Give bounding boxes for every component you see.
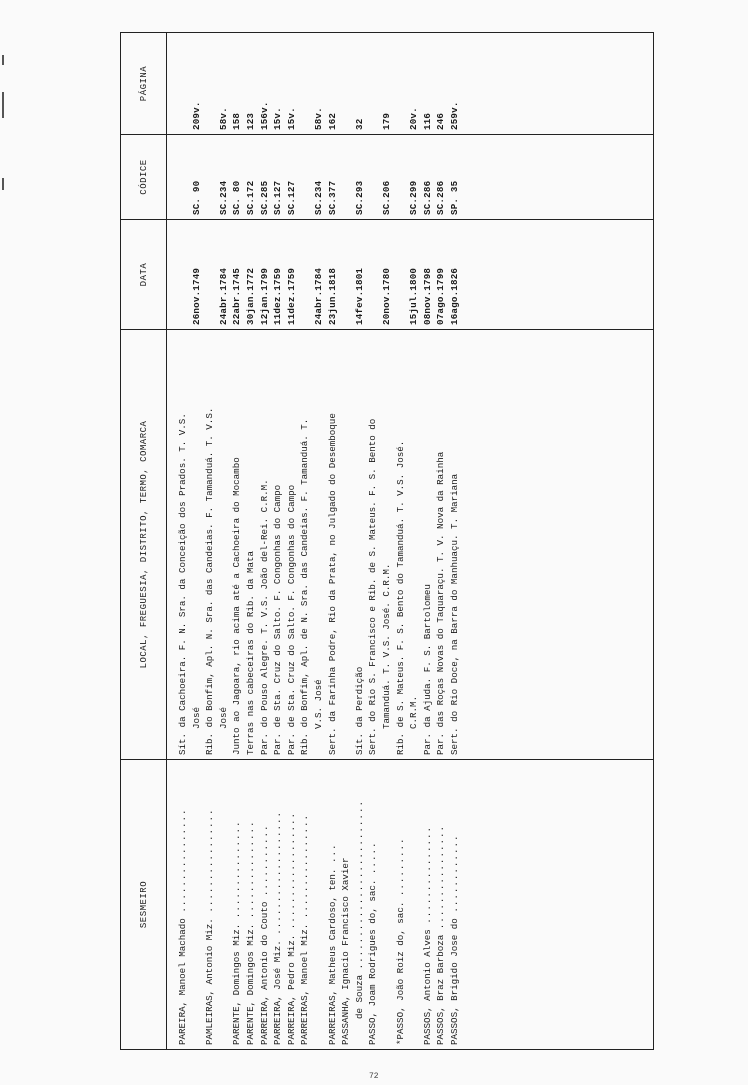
codice-cell: SC.286 <box>434 135 448 220</box>
page-number: 72 <box>369 1072 379 1081</box>
pagina-cell: 158 <box>230 33 244 135</box>
table-header-row <box>121 33 167 1050</box>
pagina-cell: 156v. <box>258 33 272 135</box>
table-row <box>271 33 285 1050</box>
codice-cell: SC.377 <box>326 135 340 220</box>
table-row <box>285 33 299 1050</box>
header-codice: CÓDICE <box>121 135 167 220</box>
header-local: LOCAL, FREGUESIA, DISTRITO, TERMO, COMARCA <box>121 330 167 760</box>
codice-cell: SC.127 <box>271 135 285 220</box>
table-row <box>244 33 258 1050</box>
header-sesmeiro: SESMEIRO <box>121 760 167 1050</box>
codice-cell: SC.286 <box>421 135 435 220</box>
sesmeiro-cell: PARENTE, Domingos Miz. ............... <box>244 820 256 1045</box>
table-row <box>394 33 408 1050</box>
table-row <box>258 33 272 1050</box>
table-row-continuation <box>407 33 421 1050</box>
table-row-continuation <box>380 33 394 1050</box>
margin-mark-low <box>2 178 4 190</box>
pagina-cell: 246 <box>434 33 448 135</box>
pagina-cell: 123 <box>244 33 258 135</box>
pagina-cell: 58v. <box>312 33 326 135</box>
local-cell-continued: C.R.M. <box>407 330 421 760</box>
header-data: DATA <box>121 220 167 330</box>
local-cell-continued: José <box>190 330 204 760</box>
codice-cell: SC.127 <box>285 135 299 220</box>
sesmeiro-cell: PASSOS, Brigido Jose do ............ <box>448 834 460 1045</box>
codice-cell: SC.234 <box>217 135 231 220</box>
local-cell: Rib. de S. Mateus. F. S. Bento do Tamanduá. T. V.S. José. <box>394 330 408 760</box>
rotated-table-page <box>120 33 654 1050</box>
table-row-continuation <box>217 33 231 1050</box>
table-row <box>230 33 244 1050</box>
codice-cell: SC.206 <box>380 135 394 220</box>
data-cell: 24abr.1784 <box>217 220 231 330</box>
codice-cell: SC.234 <box>312 135 326 220</box>
pagina-cell: 58v. <box>217 33 231 135</box>
sesmeiro-cell: *PASSO, João Roiz do, sac. ......... <box>394 837 406 1045</box>
header-pagina: PÁGINA <box>121 33 167 135</box>
sesmeiro-cell: PARREIRA, Antonio do Couto ........... <box>258 824 270 1045</box>
data-cell: 23jun.1818 <box>326 220 340 330</box>
local-cell-continued: V.S. José <box>312 330 326 760</box>
pagina-cell: 15v. <box>285 33 299 135</box>
data-cell: 14fev.1801 <box>353 220 367 330</box>
data-cell: 16ago.1826 <box>448 220 462 330</box>
data-cell: 11dez.1759 <box>285 220 299 330</box>
data-cell: 12jan.1799 <box>258 220 272 330</box>
pagina-cell: 116 <box>421 33 435 135</box>
local-cell: Par. de Sta. Cruz do Salto. F. Congonhas do Campo <box>271 330 285 760</box>
local-cell: Rib. do Bonfim, Apl. de N. Sra. das Candeias. F. Tamanduá. T. <box>298 330 312 760</box>
data-cell: 07ago.1799 <box>434 220 448 330</box>
local-cell: Sít. da Perdição <box>353 330 367 760</box>
data-cell: 24abr.1784 <box>312 220 326 330</box>
local-cell: Terras nas cabeceiras do Rib. da Mata <box>244 330 258 760</box>
sesmeiro-cell: PASSANHA, Ignacio Francisco Xavier <box>340 857 352 1045</box>
data-cell: 20nov.1780 <box>380 220 394 330</box>
table-row <box>203 33 217 1050</box>
data-cell: 30jan.1772 <box>244 220 258 330</box>
local-cell: Par. da Ajuda. F. S. Bartolomeu <box>421 330 435 760</box>
sesmeiro-cell: PAMLEIRAS, Antonio Miz. ................ <box>204 808 216 1045</box>
pagina-cell: 15v. <box>271 33 285 135</box>
local-cell: Par. de Sta. Cruz do Salto. F. Congonhas do Campo <box>285 330 299 760</box>
sesmeiro-cell: PASSOS, Antonio Alves ............... <box>421 826 433 1045</box>
table-row-continuation <box>353 33 367 1050</box>
table-row <box>366 33 380 1050</box>
sesmarias-register-table <box>120 32 654 1050</box>
codice-cell: SC.172 <box>244 135 258 220</box>
local-cell: Sert. do Rio Doce, na Barra do Manhuaçu. T. Mariana <box>448 330 462 760</box>
pagina-cell: 20v. <box>407 33 421 135</box>
table-row <box>326 33 340 1050</box>
sesmeiro-cell: PARREIRAS, Manoel Miz. ................ <box>299 813 311 1045</box>
pagina-cell: 162 <box>326 33 340 135</box>
codice-cell: SC.293 <box>353 135 367 220</box>
table-row <box>421 33 435 1050</box>
codice-cell: SC. 90 <box>190 135 204 220</box>
local-cell-continued: Tamanduá. T. V.S. José. C.R.M. <box>380 330 394 760</box>
table-row <box>298 33 312 1050</box>
local-cell: Sert. do Rio S. Francisco e Rib. de S. Mateus. F. S. Bento do <box>366 330 380 760</box>
pagina-cell: 32 <box>353 33 367 135</box>
data-cell: 22abr.1745 <box>230 220 244 330</box>
table-row-continuation <box>312 33 326 1050</box>
table-row <box>434 33 448 1050</box>
sesmeiro-cell: PAREIRA, Manoel Machado ................ <box>177 808 188 1045</box>
pagina-cell: 179 <box>380 33 394 135</box>
codice-cell: SP. 35 <box>448 135 462 220</box>
pagina-cell: 209v. <box>190 33 204 135</box>
local-cell: Par. das Roças Novas do Taquaraçu. T. V. Nova da Rainha <box>434 330 448 760</box>
sesmeiro-cell: PASSOS, Braz Barboza ................ <box>435 824 447 1045</box>
table-row-continuation <box>190 33 204 1050</box>
data-cell: 15jul.1800 <box>407 220 421 330</box>
sesmeiro-cell-continued: de Souza .......................... <box>353 800 365 1019</box>
local-cell: Rib. do Bonfim, Apl. N. Sra. das Candeias. F. Tamanduá. T. V.S. <box>203 330 217 760</box>
data-cell: 11dez.1759 <box>271 220 285 330</box>
sesmeiro-cell: PASSO, Joam Rodrigues do, sac. ..... <box>367 841 379 1045</box>
local-cell: Junto ao Jagoara, rio acima até a Cachoeira do Mocambo <box>230 330 244 760</box>
codice-cell: SC. 80 <box>230 135 244 220</box>
codice-cell: SC.285 <box>258 135 272 220</box>
local-cell-continued: José <box>217 330 231 760</box>
codice-cell: SC.299 <box>407 135 421 220</box>
local-cell: Par. do Pouso Alegre. T. V.S. João del-Rei. C.R.M. <box>258 330 272 760</box>
local-cell: Sít. da Cachoeira. F. N. Sra. da Conceição dos Prados. T. V.S. <box>176 330 190 760</box>
data-cell: 26nov.1749 <box>190 220 204 330</box>
table-row <box>176 33 190 1050</box>
local-cell: Sert. da Farinha Podre, Rio da Prata, no Julgado do Desemboque <box>326 330 340 760</box>
table-row <box>339 33 353 1050</box>
margin-mark-mid <box>2 92 4 118</box>
sesmeiro-cell: PARREIRA, Pedro Miz. .................. <box>285 811 297 1045</box>
sesmeiro-cell: PARREIRAS, Matheus Cardoso, ten. ... <box>326 843 338 1045</box>
table-row <box>448 33 462 1050</box>
pagina-cell: 259v. <box>448 33 462 135</box>
sesmeiro-cell: PARENTE, Domingos Miz. ............... <box>231 820 243 1045</box>
margin-mark-top <box>2 55 4 65</box>
data-cell: 08nov.1798 <box>421 220 435 330</box>
sesmeiro-cell: PARREIRA, José Miz. ................... <box>272 810 284 1045</box>
